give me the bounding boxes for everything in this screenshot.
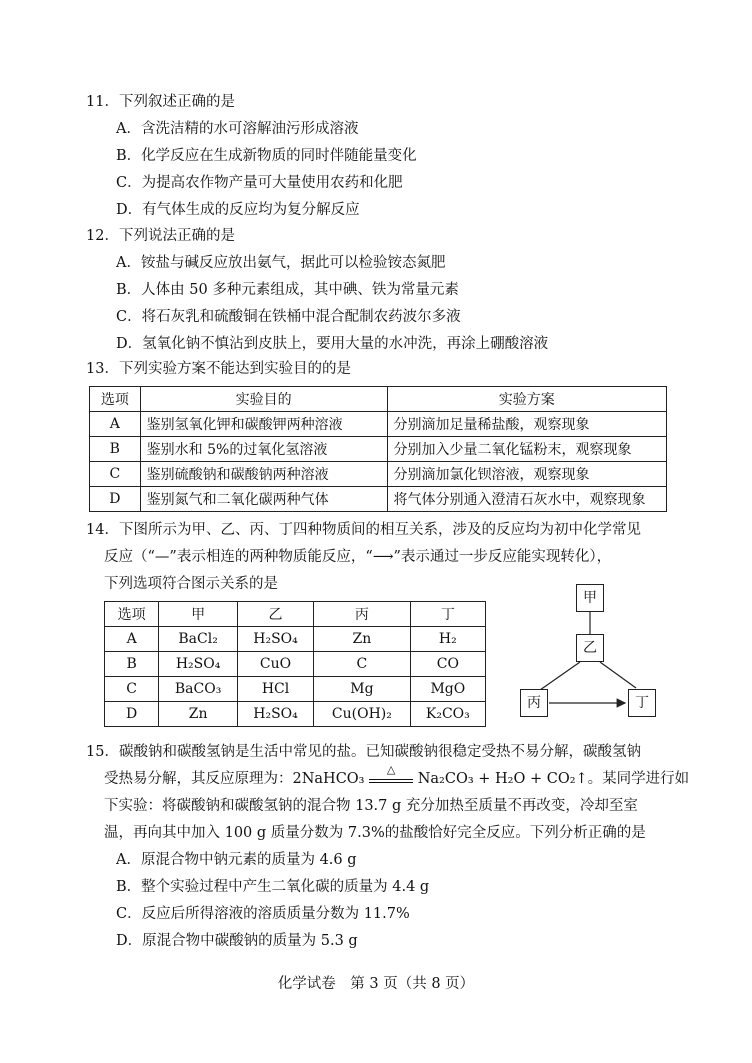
heat-symbol: △ <box>386 763 396 776</box>
q12-option-a: A．铵盐与碱反应放出氨气，据此可以检验铵态氮肥 <box>116 255 446 271</box>
q13-stem: 13．下列实验方案不能达到实验目的的是 <box>86 361 351 377</box>
table-cell: Zn <box>314 627 411 652</box>
table-cell: H₂SO₄ <box>159 652 238 677</box>
q11-stem: 11．下列叙述正确的是 <box>86 94 235 110</box>
table-header-cell: 选项 <box>90 387 141 412</box>
q15-line3: 下实验：将碳酸钠和碳酸氢钠的混合物 13.7 g 充分加热至质量不再改变，冷却至室 <box>104 798 638 814</box>
table-header-cell: 丙 <box>314 602 411 627</box>
table-cell: 分别滴加足量稀盐酸，观察现象 <box>387 412 667 437</box>
table-cell: HCl <box>237 677 313 702</box>
table-cell: 鉴别硫酸钠和碳酸钠两种溶液 <box>140 462 387 487</box>
q12-option-b: B．人体由 50 多种元素组成，其中碘、铁为常量元素 <box>116 282 459 298</box>
yi-bing-link <box>540 662 580 690</box>
table-cell: 分别滴加氯化钡溶液，观察现象 <box>387 462 667 487</box>
table-cell: 鉴别水和 5%的过氧化氢溶液 <box>140 437 387 462</box>
diagram-node-jia: 甲 <box>576 584 604 612</box>
q11-option-d: D．有气体生成的反应均为复分解反应 <box>116 202 360 218</box>
table-header-cell: 甲 <box>159 602 238 627</box>
q15-line1: 15．碳酸钠和碳酸氢钠是生活中常见的盐。已知碳酸钠很稳定受热不易分解，碳酸氢钠 <box>86 744 641 760</box>
table-cell: H₂ <box>410 627 485 652</box>
table-cell: C <box>314 652 411 677</box>
q11-option-c: C．为提高农作物产量可大量使用农药和化肥 <box>116 175 403 191</box>
table-cell: A <box>90 412 141 437</box>
table-header-cell: 丁 <box>410 602 485 627</box>
q12-option-d: D．氢氧化钠不慎沾到皮肤上，要用大量的水冲洗，再涂上硼酸溶液 <box>116 336 549 352</box>
table-cell: 鉴别氮气和二氧化碳两种气体 <box>140 487 387 512</box>
table-cell: H₂SO₄ <box>237 702 313 727</box>
table-header-cell: 乙 <box>237 602 313 627</box>
table-cell: Mg <box>314 677 411 702</box>
table-cell: C <box>90 462 141 487</box>
q11-option-a: A．含洗洁精的水可溶解油污形成溶液 <box>116 121 359 137</box>
table-header-cell: 实验目的 <box>140 387 387 412</box>
q12-option-c: C．将石灰乳和硫酸铜在铁桶中混合配制农药波尔多液 <box>116 309 461 325</box>
table-cell: A <box>105 627 159 652</box>
table-header-cell: 选项 <box>105 602 159 627</box>
table-cell: BaCl₂ <box>159 627 238 652</box>
q15-option-a: A．原混合物中钠元素的质量为 4.6 g <box>116 852 357 868</box>
diagram-node-yi: 乙 <box>576 634 604 662</box>
q11-option-b: B．化学反应在生成新物质的同时伴随能量变化 <box>116 148 417 164</box>
table-cell: 鉴别氢氧化钾和碳酸钾两种溶液 <box>140 412 387 437</box>
q15-option-d: D．原混合物中碳酸钠的质量为 5.3 g <box>116 933 358 949</box>
q15-line2-part-b: Na₂CO₃ + H₂O + CO₂↑。某同学进行如 <box>417 771 690 787</box>
table-cell: CuO <box>237 652 313 677</box>
reaction-condition <box>369 763 413 783</box>
yi-ding-link <box>600 662 636 688</box>
q12-stem: 12．下列说法正确的是 <box>86 228 235 244</box>
q15-option-b: B．整个实验过程中产生二氧化碳的质量为 4.4 g <box>116 879 430 895</box>
q15-line2 <box>104 763 690 789</box>
page-footer: 化学试卷 第 3 页（共 8 页） <box>277 976 475 992</box>
table-cell: Cu(OH)₂ <box>314 702 411 727</box>
table-cell: C <box>105 677 159 702</box>
q14-stem-line2: 反应（“—”表示相连的两种物质能反应，“⟶”表示通过一步反应能实现转化）， <box>104 549 612 565</box>
table-cell: B <box>105 652 159 677</box>
table-cell: Zn <box>159 702 238 727</box>
table-header-cell: 实验方案 <box>387 387 667 412</box>
table-cell: CO <box>410 652 485 677</box>
q15-line4: 温，再向其中加入 100 g 质量分数为 7.3%的盐酸恰好完全反应。下列分析正确的是 <box>104 825 646 841</box>
table-cell: B <box>90 437 141 462</box>
table-cell: D <box>105 702 159 727</box>
table-cell: 分别加入少量二氧化锰粉末，观察现象 <box>387 437 667 462</box>
q15-line2-part-a: 受热易分解，其反应原理为：2NaHCO₃ <box>104 771 365 787</box>
q14-stem-line3: 下列选项符合图示关系的是 <box>104 576 278 592</box>
table-cell: K₂CO₃ <box>410 702 485 727</box>
table-cell: H₂SO₄ <box>237 627 313 652</box>
diagram-node-bing: 丙 <box>520 689 548 717</box>
table-cell: D <box>90 487 141 512</box>
table-cell: 将气体分别通入澄清石灰水中，观察现象 <box>387 487 667 512</box>
table-cell: MgO <box>410 677 485 702</box>
diagram-node-ding: 丁 <box>628 689 656 717</box>
q14-stem-line1: 14．下图所示为甲、乙、丙、丁四种物质间的相互关系，涉及的反应均为初中化学常见 <box>86 522 641 538</box>
q15-option-c: C．反应后所得溶液的溶质质量分数为 11.7% <box>116 906 410 922</box>
table-cell: BaCO₃ <box>159 677 238 702</box>
